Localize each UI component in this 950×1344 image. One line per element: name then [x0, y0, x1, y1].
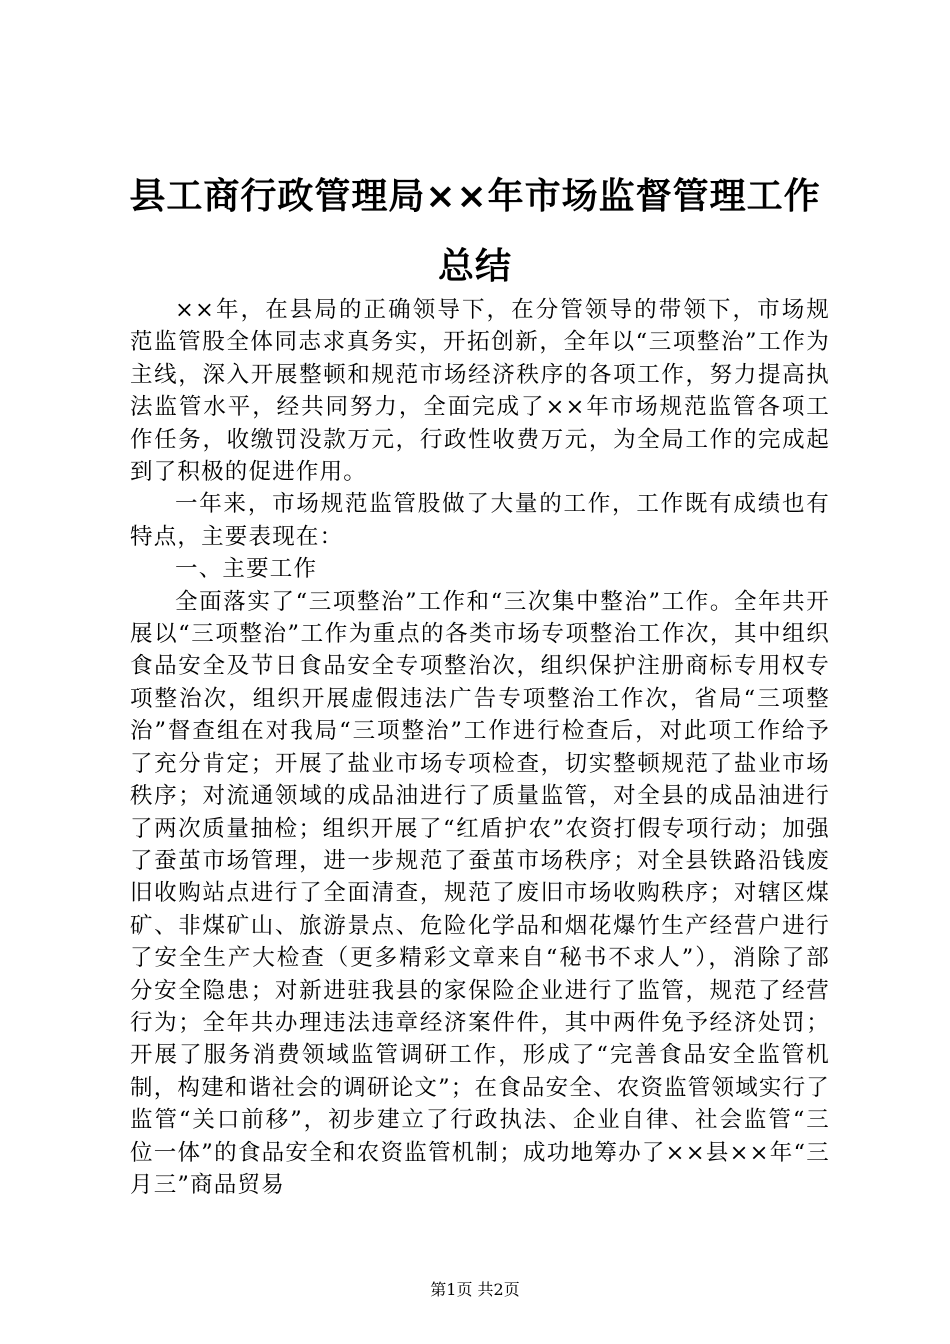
paragraph-main-work: 全面落实了“三项整治”工作和“三次集中整治”工作。全年共开展以“三项整治”工作为重点的各类市场专项整治工作次，其中组织食品安全及节日食品安全专项整治次，组织保护注册商标专用权专项整治次，组织开展虚假违法广告专项整治工作次，省局“三项整治”督查组在对我局“三项整治”工作进行检查后，对此项工作给予了充分肯定；开展了盐业市场专项检查，切实整顿规范了盐业市场秩序；对流通领域的成品油进行了质量监管，对全县的成品油进行了两次质量抽检；组织开展了“红盾护农”农资打假专项行动；加强了蚕茧市场管理，进一步规范了蚕茧市场秩序；对全县铁路沿钱废旧收购站点进行了全面清查，规范了废旧市场收购秩序；对辖区煤矿、非煤矿山、旅游景点、危险化学品和烟花爆竹生产经营户进行了安全生产大检查（更多精彩文章来自“秘书不求人”），消除了部分安全隐患；对新进驻我县的家保险企业进行了监管，规范了经营行为；全年共办理违法违章经济案件件，其中两件免予经济处罚；开展了服务消费领域监管调研工作，形成了“完善食品安全监管机制，构建和谐社会的调研论文”；在食品安全、农资监管领域实行了监管“关口前移”，初步建立了行政执法、企业自律、社会监管“三位一体”的食品安全和农资监管机制；成功地筹办了××县××年“三月三”商品贸易	[130, 588, 831, 1198]
paragraph-intro: ××年，在县局的正确领导下，在分管领导的带领下，市场规范监管股全体同志求真务实，开拓创新，全年以“三项整治”工作为主线，深入开展整顿和规范市场经济秩序的各项工作，努力提高执法监管水平，经共同努力，全面完成了××年市场规范监管各项工作任务，收缴罚没款万元，行政性收费万元，为全局工作的完成起到了积极的促进作用。	[130, 297, 830, 486]
paragraph-summary: 一年来，市场规范监管股做了大量的工作，工作既有成绩也有特点，主要表现在：	[130, 491, 830, 550]
section-heading-main-work: 一、主要工作	[175, 556, 318, 583]
document-body	[130, 294, 830, 1201]
page-number-footer: 第1页 共2页	[430, 1280, 520, 1299]
document-title: 县工商行政管理局××年市场监督管理工作总结	[129, 176, 821, 287]
